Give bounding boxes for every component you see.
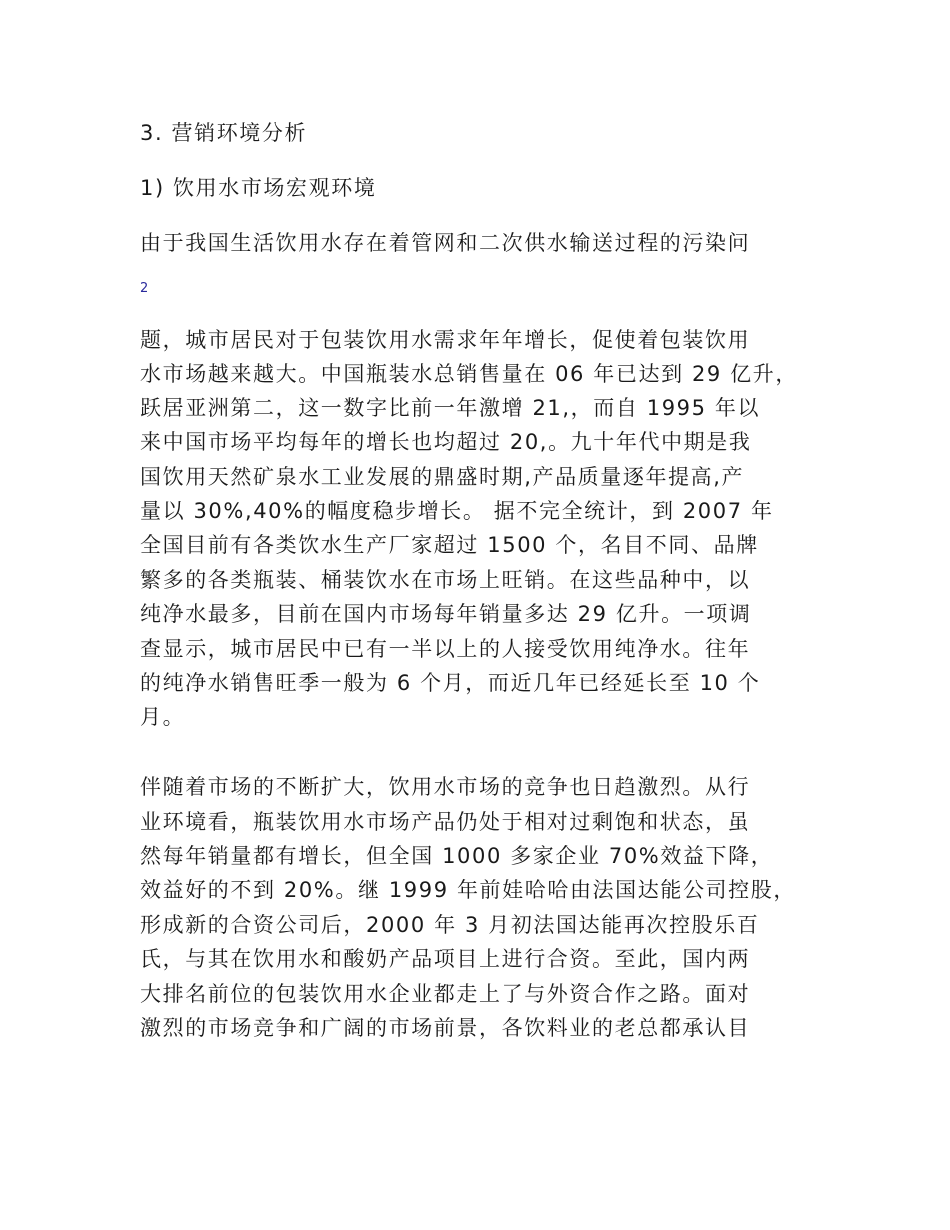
paragraph1-line: 水市场越来越大。中国瓶装水总销售量在 06 年已达到 29 亿升， [140, 362, 798, 386]
paragraph2-line: 然每年销量都有增长，但全国 1000 多家企业 70%效益下降， [140, 844, 774, 868]
paragraph1-line: 纯净水最多，目前在国内市场每年销量多达 29 亿升。一项调 [140, 602, 752, 626]
subsection-heading: 1) 饮用水市场宏观环境 [140, 176, 377, 200]
paragraph1-line: 的纯净水销售旺季一般为 6 个月，而近几年已经延长至 10 个 [140, 671, 761, 695]
paragraph1-line: 查显示，城市居民中已有一半以上的人接受饮用纯净水。往年 [140, 637, 751, 661]
paragraph1-line: 月。 [140, 705, 186, 729]
paragraph1-line: 跃居亚洲第二，这一数字比前一年激增 21,，而自 1995 年以 [140, 396, 761, 420]
paragraph1-line: 繁多的各类瓶装、桶装饮水在市场上旺销。在这些品种中，以 [140, 568, 751, 592]
paragraph1-line: 量以 30%,40%的幅度稳步增长。 据不完全统计，到 2007 年 [140, 499, 774, 523]
paragraph2-line: 形成新的合资公司后，2000 年 3 月初法国达能再次控股乐百 [140, 913, 760, 937]
paragraph1-line: 全国目前有各类饮水生产厂家超过 1500 个，名目不同、品牌 [140, 533, 759, 557]
paragraph2-line: 大排名前位的包装饮用水企业都走上了与外资合作之路。面对 [140, 982, 751, 1006]
paragraph2-line: 业环境看，瓶装饮用水市场产品仍处于相对过剩饱和状态，虽 [140, 810, 751, 834]
paragraph2-line: 激烈的市场竞争和广阔的市场前景，各饮料业的老总都承认目 [140, 1016, 751, 1040]
page-number: 2 [140, 281, 149, 296]
paragraph2-line: 伴随着市场的不断扩大，饮用水市场的竞争也日趋激烈。从行 [140, 775, 751, 799]
paragraph2-line: 氏，与其在饮用水和酸奶产品项目上进行合资。至此，国内两 [140, 947, 751, 971]
paragraph1-line: 来中国市场平均每年的增长也均超过 20,。九十年代中期是我 [140, 430, 752, 454]
paragraph2-line: 效益好的不到 20%。继 1999 年前娃哈哈由法国达能公司控股， [140, 878, 796, 902]
section-heading: 3. 营销环境分析 [140, 121, 308, 145]
intro-line: 由于我国生活饮用水存在着管网和二次供水输送过程的污染问 [140, 231, 751, 255]
paragraph1-line: 题，城市居民对于包装饮用水需求年年增长，促使着包装饮用 [140, 328, 751, 352]
paragraph1-line: 国饮用天然矿泉水工业发展的鼎盛时期,产品质量逐年提高,产 [140, 465, 745, 489]
